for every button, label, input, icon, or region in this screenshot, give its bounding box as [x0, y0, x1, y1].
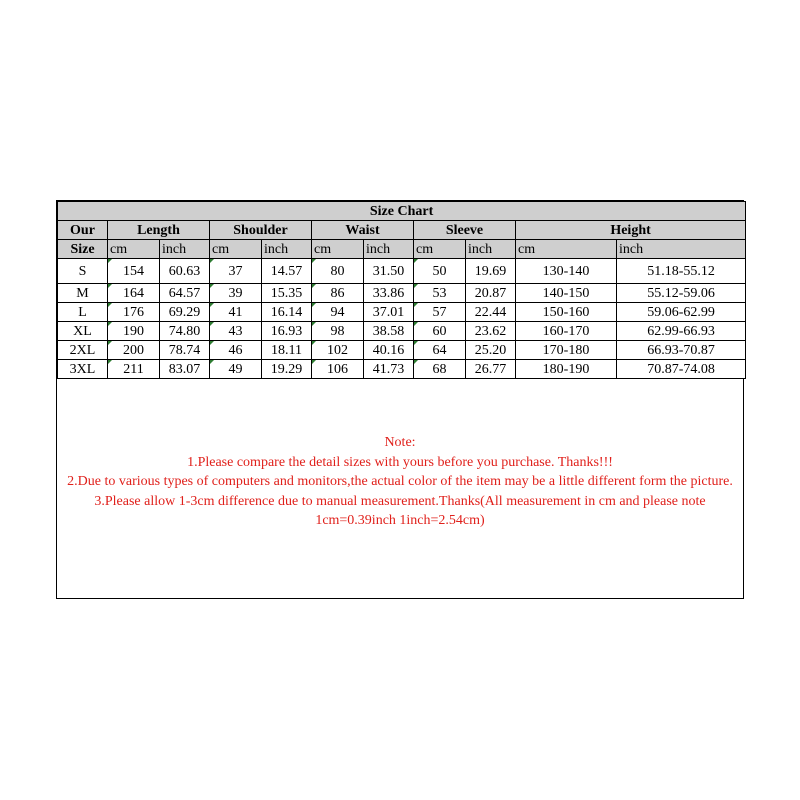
- measurement-cell: 83.07: [160, 360, 210, 379]
- measurement-cell: 53: [414, 284, 466, 303]
- measurement-cell: 190: [108, 322, 160, 341]
- measurement-cell: 70.87-74.08: [617, 360, 746, 379]
- measurement-cell: 68: [414, 360, 466, 379]
- note-line-2: 2.Due to various types of computers and monitors,the actual color of the item may be a little different form the picture.: [67, 474, 733, 489]
- note-line-1: 1.Please compare the detail sizes with yours before you purchase. Thanks!!!: [187, 454, 613, 470]
- measurement-cell: 200: [108, 341, 160, 360]
- measurement-cell: 25.20: [466, 341, 516, 360]
- measurement-cell: 41: [210, 303, 262, 322]
- measurement-cell: 51.18-55.12: [617, 259, 746, 284]
- size-label: Size: [58, 240, 108, 259]
- unit-inch: inch: [364, 240, 414, 259]
- measurement-cell: 69.29: [160, 303, 210, 322]
- notes-block: [57, 433, 743, 531]
- measurement-cell: 19.69: [466, 259, 516, 284]
- table-row: [58, 360, 746, 379]
- sleeve-header: Sleeve: [414, 221, 516, 240]
- unit-cm: cm: [210, 240, 262, 259]
- size-cell: M: [58, 284, 108, 303]
- unit-inch: inch: [617, 240, 746, 259]
- measurement-cell: 26.77: [466, 360, 516, 379]
- measurement-cell: 43: [210, 322, 262, 341]
- measurement-cell: 211: [108, 360, 160, 379]
- measurement-cell: 46: [210, 341, 262, 360]
- unit-cm: cm: [108, 240, 160, 259]
- measurement-cell: 130-140: [516, 259, 617, 284]
- measurement-cell: 14.57: [262, 259, 312, 284]
- measurement-cell: 37.01: [364, 303, 414, 322]
- measurement-cell: 33.86: [364, 284, 414, 303]
- measurement-cell: 160-170: [516, 322, 617, 341]
- measurement-cell: 57: [414, 303, 466, 322]
- measurement-cell: 16.14: [262, 303, 312, 322]
- measurement-cell: 74.80: [160, 322, 210, 341]
- table-row: [58, 259, 746, 284]
- measurement-cell: 80: [312, 259, 364, 284]
- measurement-cell: 60: [414, 322, 466, 341]
- measurement-cell: 50: [414, 259, 466, 284]
- measurement-cell: 66.93-70.87: [617, 341, 746, 360]
- measurement-cell: 38.58: [364, 322, 414, 341]
- unit-cm: cm: [516, 240, 617, 259]
- measurement-cell: 180-190: [516, 360, 617, 379]
- measurement-cell: 37: [210, 259, 262, 284]
- measurement-cell: 64: [414, 341, 466, 360]
- measurement-cell: 102: [312, 341, 364, 360]
- table-row: [58, 322, 746, 341]
- measurement-cell: 40.16: [364, 341, 414, 360]
- measurement-cell: 23.62: [466, 322, 516, 341]
- measurement-cell: 19.29: [262, 360, 312, 379]
- measurement-cell: 22.44: [466, 303, 516, 322]
- size-cell: 3XL: [58, 360, 108, 379]
- measurement-cell: 140-150: [516, 284, 617, 303]
- shoulder-header: Shoulder: [210, 221, 312, 240]
- size-cell: S: [58, 259, 108, 284]
- measurement-cell: 18.11: [262, 341, 312, 360]
- height-header: Height: [516, 221, 746, 240]
- measurement-cell: 62.99-66.93: [617, 322, 746, 341]
- measurement-cell: 78.74: [160, 341, 210, 360]
- measurement-cell: 49: [210, 360, 262, 379]
- measurement-cell: 60.63: [160, 259, 210, 284]
- unit-cm: cm: [312, 240, 364, 259]
- table-row: [58, 341, 746, 360]
- measurement-cell: 20.87: [466, 284, 516, 303]
- size-chart: [56, 200, 744, 599]
- measurement-cell: 59.06-62.99: [617, 303, 746, 322]
- measurement-cell: 176: [108, 303, 160, 322]
- size-cell: L: [58, 303, 108, 322]
- note-line-3: 3.Please allow 1-3cm difference due to manual measurement.Thanks(All measurement in cm and please note 1cm=0.39inch 1inch=2.54cm): [94, 493, 706, 528]
- measurement-cell: 15.35: [262, 284, 312, 303]
- measurement-cell: 154: [108, 259, 160, 284]
- table-row: [58, 284, 746, 303]
- measurement-cell: 164: [108, 284, 160, 303]
- unit-inch: inch: [262, 240, 312, 259]
- measurement-cell: 86: [312, 284, 364, 303]
- length-header: Length: [108, 221, 210, 240]
- size-cell: XL: [58, 322, 108, 341]
- unit-inch: inch: [466, 240, 516, 259]
- size-cell: 2XL: [58, 341, 108, 360]
- measurement-cell: 106: [312, 360, 364, 379]
- size-table: [57, 201, 746, 379]
- chart-title: Size Chart: [58, 202, 746, 221]
- measurement-cell: 31.50: [364, 259, 414, 284]
- measurement-cell: 64.57: [160, 284, 210, 303]
- unit-cm: cm: [414, 240, 466, 259]
- measurement-cell: 41.73: [364, 360, 414, 379]
- measurement-cell: 98: [312, 322, 364, 341]
- notes-heading: Note:: [384, 435, 416, 450]
- unit-inch: inch: [160, 240, 210, 259]
- size-rows: [58, 259, 746, 379]
- measurement-cell: 16.93: [262, 322, 312, 341]
- measurement-cell: 55.12-59.06: [617, 284, 746, 303]
- our-label: Our: [58, 221, 108, 240]
- measurement-cell: 94: [312, 303, 364, 322]
- waist-header: Waist: [312, 221, 414, 240]
- measurement-cell: 150-160: [516, 303, 617, 322]
- table-row: [58, 303, 746, 322]
- measurement-cell: 39: [210, 284, 262, 303]
- measurement-cell: 170-180: [516, 341, 617, 360]
